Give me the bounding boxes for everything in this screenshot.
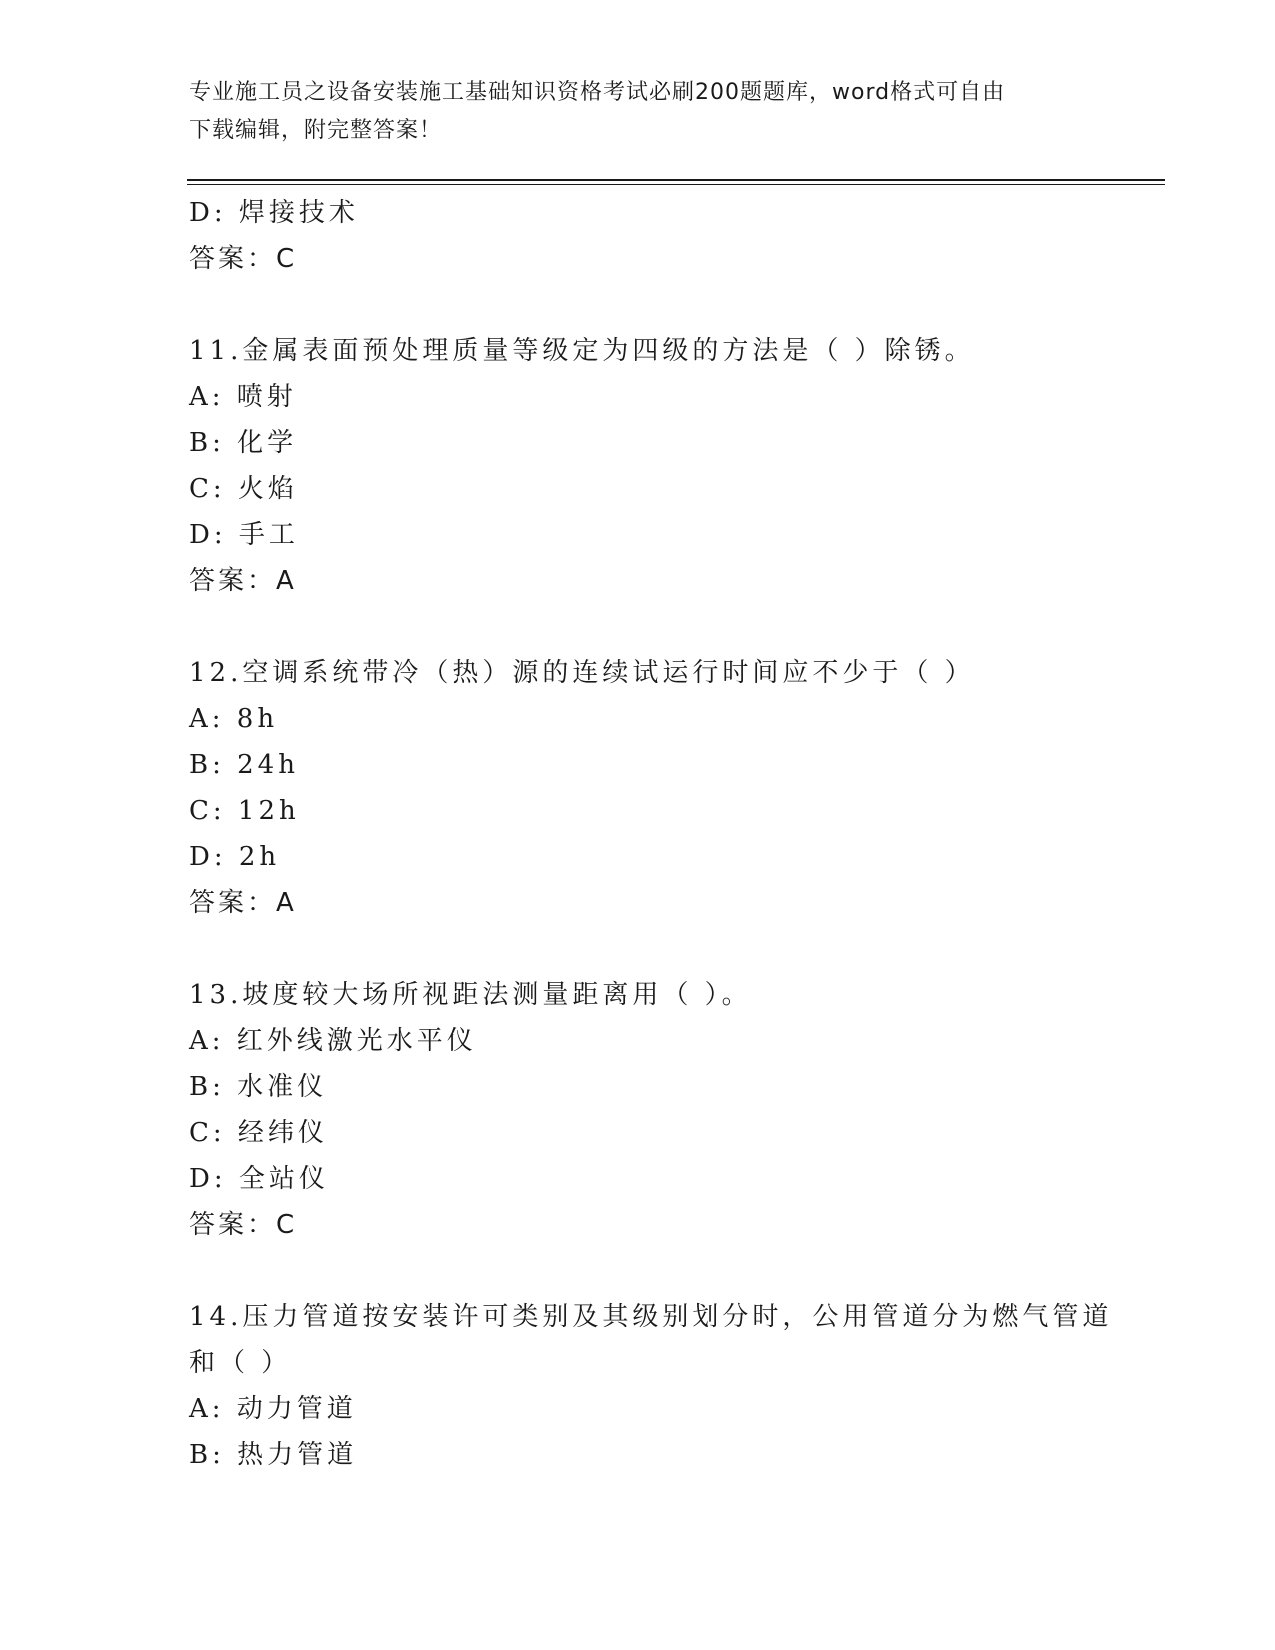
question-stem: 13.坡度较大场所视距法测量距离用（ ）。 [189,980,752,1010]
answer-line: 答案：A [189,566,297,596]
spacer [189,926,1149,972]
option-a: A: 喷射 [189,382,297,412]
header-divider-thin [187,184,1165,185]
question-10-tail [189,190,1149,282]
question-stem: 11.金属表面预处理质量等级定为四级的方法是（ ）除锈。 [189,336,975,366]
question-stem: 14.压力管道按安装许可类别及其级别划分时，公用管道分为燃气管道 [189,1302,1113,1332]
option-d: D: 全站仪 [189,1164,329,1194]
question-14 [189,1294,1149,1478]
header-divider-thick [187,179,1165,181]
option-c: C: 火焰 [189,474,298,504]
question-12 [189,650,1149,926]
option-a: A: 8h [189,704,279,734]
option-b: B: 化学 [189,428,298,458]
answer-line: 答案：C [189,1210,298,1240]
answer-line: 答案：A [189,888,297,918]
option-d: D: 手工 [189,520,299,550]
question-list [189,190,1149,1478]
option-b: B: 热力管道 [189,1440,358,1470]
header-title-line-1: 专业施工员之设备安装施工基础知识资格考试必刷200题题库，word格式可自由 [189,80,1006,105]
option-b: B: 水准仪 [189,1072,328,1102]
option-c: C: 12h [189,796,300,826]
document-header [189,74,1069,150]
question-stem-continued: 和（ ） [189,1348,292,1378]
question-13 [189,972,1149,1248]
question-11 [189,328,1149,604]
header-title-line-2: 下载编辑，附完整答案！ [189,118,443,143]
option-c: C: 经纬仪 [189,1118,328,1148]
spacer [189,604,1149,650]
spacer [189,282,1149,328]
question-stem: 12.空调系统带冷（热）源的连续试运行时间应不少于（ ） [189,658,975,688]
option-d: D: 焊接技术 [189,198,359,228]
option-d: D: 2h [189,842,281,872]
answer-line: 答案：C [189,244,298,274]
option-b: B: 24h [189,750,299,780]
spacer [189,1248,1149,1294]
option-a: A: 红外线激光水平仪 [189,1026,477,1056]
option-a: A: 动力管道 [189,1394,357,1424]
